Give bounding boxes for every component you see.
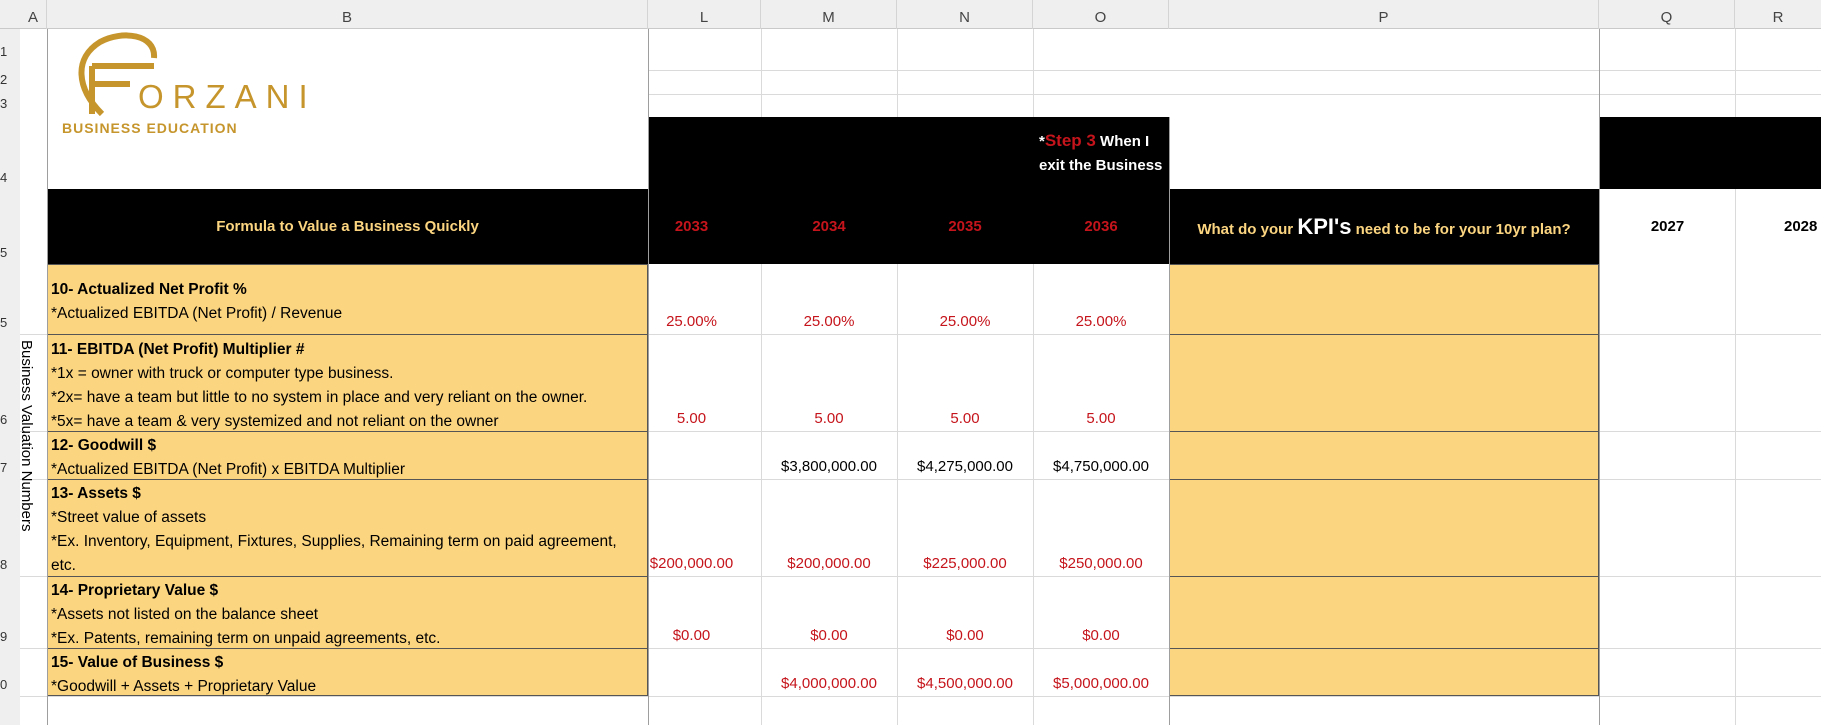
kpi-suffix: need to be for your 10yr plan? (1351, 221, 1571, 238)
value-cell[interactable]: $0.00 (1082, 627, 1120, 644)
value-cell[interactable]: 25.00% (803, 313, 855, 330)
metric-label-11[interactable] (51, 338, 587, 434)
row-header-bar (0, 29, 20, 725)
value-cell[interactable]: $0.00 (672, 627, 711, 644)
logo-wordmark: ORZANI (138, 78, 317, 115)
metric-desc: *5x= have a team & very systemized and not reliant on the owner (51, 413, 499, 430)
value-cell[interactable]: $200,000.00 (787, 555, 871, 572)
right-banner (1599, 117, 1821, 189)
metric-title: 12- Goodwill $ (51, 437, 157, 454)
step3-line2: exit the Business (1039, 157, 1163, 174)
value-cell[interactable]: 25.00% (939, 313, 991, 330)
row-header[interactable]: 3 (0, 96, 8, 111)
value-cell[interactable]: $3,800,000.00 (781, 458, 877, 475)
kpi-big: KPI's (1297, 214, 1352, 239)
value-cell[interactable]: $5,000,000.00 (1053, 675, 1149, 692)
col-header-B[interactable]: B (47, 0, 648, 29)
row-divider (1169, 479, 1599, 480)
col-header-N[interactable]: N (897, 0, 1033, 29)
value-cell[interactable]: 5.00 (814, 410, 844, 427)
year-2027-header: 2027 (1650, 218, 1685, 235)
grid-line (648, 29, 649, 725)
row-header[interactable]: 2 (0, 72, 8, 87)
step3-text (1039, 129, 1165, 178)
value-cell[interactable]: $4,000,000.00 (781, 675, 877, 692)
kpi-input-column[interactable] (1169, 264, 1599, 696)
value-cell[interactable]: $0.00 (946, 627, 984, 644)
row-header[interactable]: 7 (0, 460, 8, 475)
col-header-A[interactable]: A (20, 0, 47, 29)
value-cell[interactable]: 5.00 (950, 410, 980, 427)
side-label: Business Valuation Numbers (18, 340, 35, 532)
row-header[interactable]: 0 (0, 677, 8, 692)
col-header-P[interactable]: P (1169, 0, 1599, 29)
row-divider (1169, 334, 1599, 335)
row-header[interactable]: 9 (0, 629, 8, 644)
metric-title: 14- Proprietary Value $ (51, 582, 219, 599)
year-2034-header[interactable]: 2034 (812, 218, 846, 235)
metric-desc: *Assets not listed on the balance sheet (51, 606, 319, 623)
metric-desc: *Ex. Patents, remaining term on unpaid agreements, etc. (51, 630, 441, 647)
col-header-R[interactable]: R (1772, 9, 1784, 26)
value-cell[interactable]: $4,500,000.00 (917, 675, 1013, 692)
forzani-logo (58, 32, 317, 144)
metric-title: 13- Assets $ (51, 485, 141, 502)
year-2028-header: 2028 (1784, 218, 1818, 235)
metric-title: 11- EBITDA (Net Profit) Multiplier # (51, 341, 305, 358)
value-cell[interactable]: $4,275,000.00 (917, 458, 1013, 475)
metric-label-13[interactable] (51, 482, 617, 578)
step3-label: Step 3 (1044, 131, 1096, 150)
grid-line (1169, 117, 1170, 725)
year-2027-cell[interactable] (1599, 189, 1735, 264)
row-divider (1169, 648, 1599, 649)
row-divider (1169, 576, 1599, 577)
formula-title[interactable]: Formula to Value a Business Quickly (216, 218, 479, 235)
col-header-O[interactable]: O (1033, 0, 1169, 29)
value-cell[interactable]: $4,750,000.00 (1053, 458, 1149, 475)
col-header-Q[interactable]: Q (1599, 0, 1735, 29)
grid-line (648, 70, 1821, 71)
metric-desc: *Street value of assets (51, 509, 207, 526)
row-divider (1169, 431, 1599, 432)
value-cell[interactable]: 5.00 (676, 410, 707, 427)
logo-tagline: BUSINESS EDUCATION (62, 120, 238, 136)
value-cell[interactable]: 25.00% (666, 313, 717, 330)
metric-label-14[interactable] (51, 579, 440, 651)
col-header-M[interactable]: M (761, 0, 897, 29)
value-cell[interactable]: 5.00 (1086, 410, 1116, 427)
metric-label-10[interactable] (51, 278, 342, 326)
metric-title: 10- Actualized Net Profit % (51, 281, 247, 298)
kpi-prefix: What do your (1197, 221, 1298, 238)
metric-desc: *Ex. Inventory, Equipment, Fixtures, Supplies, Remaining term on paid agreement, (51, 533, 617, 550)
value-cell[interactable]: $200,000.00 (649, 555, 734, 572)
row-header[interactable]: 4 (0, 170, 8, 185)
metric-desc: *2x= have a team but little to no system in place and very reliant on the owner. (51, 389, 588, 406)
row-header[interactable]: 5 (0, 315, 8, 330)
row-header[interactable]: 6 (0, 412, 8, 427)
metric-desc: etc. (51, 557, 76, 574)
year-2033-header[interactable]: 2033 (674, 218, 709, 235)
metric-title: 15- Value of Business $ (51, 654, 224, 671)
kpi-question[interactable] (1169, 214, 1599, 240)
year-2028-cell[interactable] (1735, 189, 1821, 264)
grid-line (47, 29, 48, 725)
value-cell[interactable]: $0.00 (810, 627, 848, 644)
year-2036-header[interactable]: 2036 (1084, 218, 1118, 235)
metric-desc: *Actualized EBITDA (Net Profit) / Revenue (51, 305, 343, 322)
row-header[interactable]: 5 (0, 245, 8, 260)
metric-label-12[interactable] (51, 434, 405, 482)
col-header-L[interactable]: L (648, 0, 761, 29)
row-header[interactable]: 8 (0, 557, 8, 572)
row-divider (47, 334, 648, 335)
metric-desc: *1x = owner with truck or computer type business. (51, 365, 394, 382)
metric-label-15[interactable] (51, 651, 316, 699)
value-cell[interactable]: $250,000.00 (1059, 555, 1143, 572)
metric-desc: *Actualized EBITDA (Net Profit) x EBITDA Multiplier (51, 461, 406, 478)
value-cell[interactable]: $225,000.00 (923, 555, 1007, 572)
metric-desc: *Goodwill + Assets + Proprietary Value (51, 678, 317, 695)
value-cell[interactable]: 25.00% (1075, 313, 1127, 330)
grid-line (648, 94, 1821, 95)
step3-line1: When I (1095, 133, 1150, 150)
row-header[interactable]: 1 (0, 44, 8, 59)
side-label-cell (18, 340, 38, 550)
grid-line (1599, 29, 1600, 725)
step3-star: * (1039, 133, 1045, 150)
year-2035-header[interactable]: 2035 (948, 218, 982, 235)
